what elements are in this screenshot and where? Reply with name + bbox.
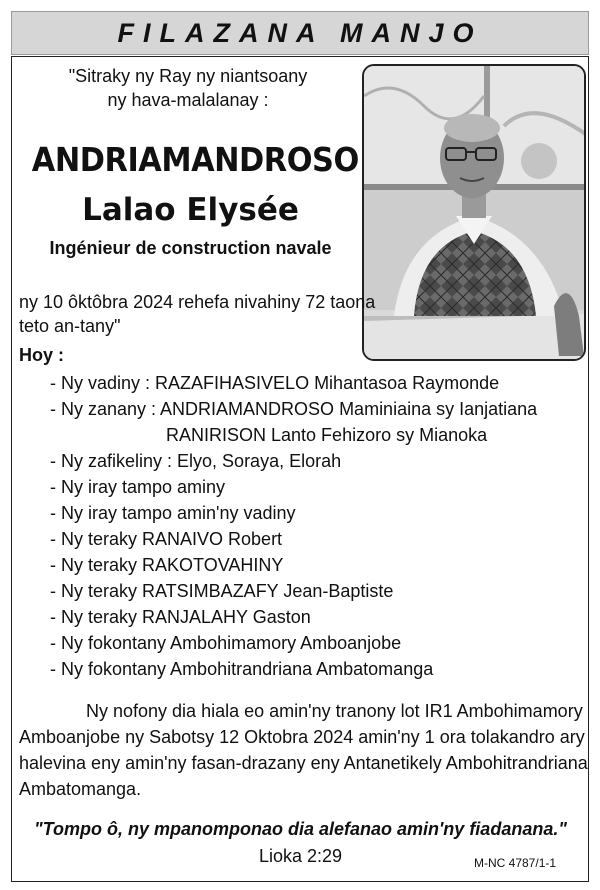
mourners-list xyxy=(50,370,537,682)
funeral-details xyxy=(19,698,588,802)
portrait-image xyxy=(364,66,586,361)
intro-line-2: ny hava-malalanay : xyxy=(107,90,269,110)
list-item: - Ny iray tampo amin'ny vadiny xyxy=(50,503,296,523)
ad-code: M-NC 4787/1-1 xyxy=(474,856,557,870)
list-item: - Ny zafikeliny : Elyo, Soraya, Elorah xyxy=(50,451,342,471)
portrait-photo xyxy=(362,64,586,361)
list-item: - Ny vadiny : RAZAFIHASIVELO Mihantasoa Raymonde xyxy=(50,373,500,393)
funeral-line-4: Ambatomanga. xyxy=(19,779,142,799)
list-item: - Ny fokontany Ambohitrandriana Ambatomanga xyxy=(50,659,434,679)
bible-verse: "Tompo ô, ny mpanomponao dia alefanao amin'ny fiadanana." xyxy=(34,819,567,839)
list-item: - Ny zanany : ANDRIAMANDROSO Maminiaina sy Ianjatiana xyxy=(50,399,538,419)
funeral-line-1: Ny nofony dia hiala eo amin'ny tranony lot IR1 Ambohimamory xyxy=(86,701,583,721)
list-item: - Ny teraky RAKOTOVAHINY xyxy=(50,555,284,575)
deceased-surname: ANDRIAMANDROSO xyxy=(31,140,359,179)
death-notice-line-2: teto an-tany" xyxy=(19,316,121,336)
list-item: - Ny teraky RANJALAHY Gaston xyxy=(50,607,311,627)
hoy-label: Hoy : xyxy=(19,345,64,365)
deceased-profession: Ingénieur de construction navale xyxy=(49,238,332,258)
list-item: - Ny teraky RANAIVO Robert xyxy=(50,529,283,549)
header-banner xyxy=(11,11,589,55)
intro-line-1: "Sitraky ny Ray ny niantsoany xyxy=(68,66,308,86)
funeral-line-2: Amboanjobe ny Sabotsy 12 Oktobra 2024 amin'ny 1 ora tolakandro ary xyxy=(19,727,585,747)
deceased-given-names: Lalao Elysée xyxy=(82,192,299,228)
verse-reference: Lioka 2:29 xyxy=(258,846,343,866)
list-item: RANIRISON Lanto Fehizoro sy Mianoka xyxy=(166,425,488,445)
list-item: - Ny teraky RATSIMBAZAFY Jean-Baptiste xyxy=(50,581,394,601)
list-item: - Ny fokontany Ambohimamory Amboanjobe xyxy=(50,633,402,653)
notice-title: FILAZANA MANJO xyxy=(117,17,483,48)
funeral-line-3: halevina eny amin'ny fasan-drazany eny Antanetikely Ambohitrandriana xyxy=(19,753,588,773)
list-item: - Ny iray tampo aminy xyxy=(50,477,226,497)
death-notice-line-1: ny 10 ôktôbra 2024 rehefa nivahiny 72 taona xyxy=(19,292,376,312)
